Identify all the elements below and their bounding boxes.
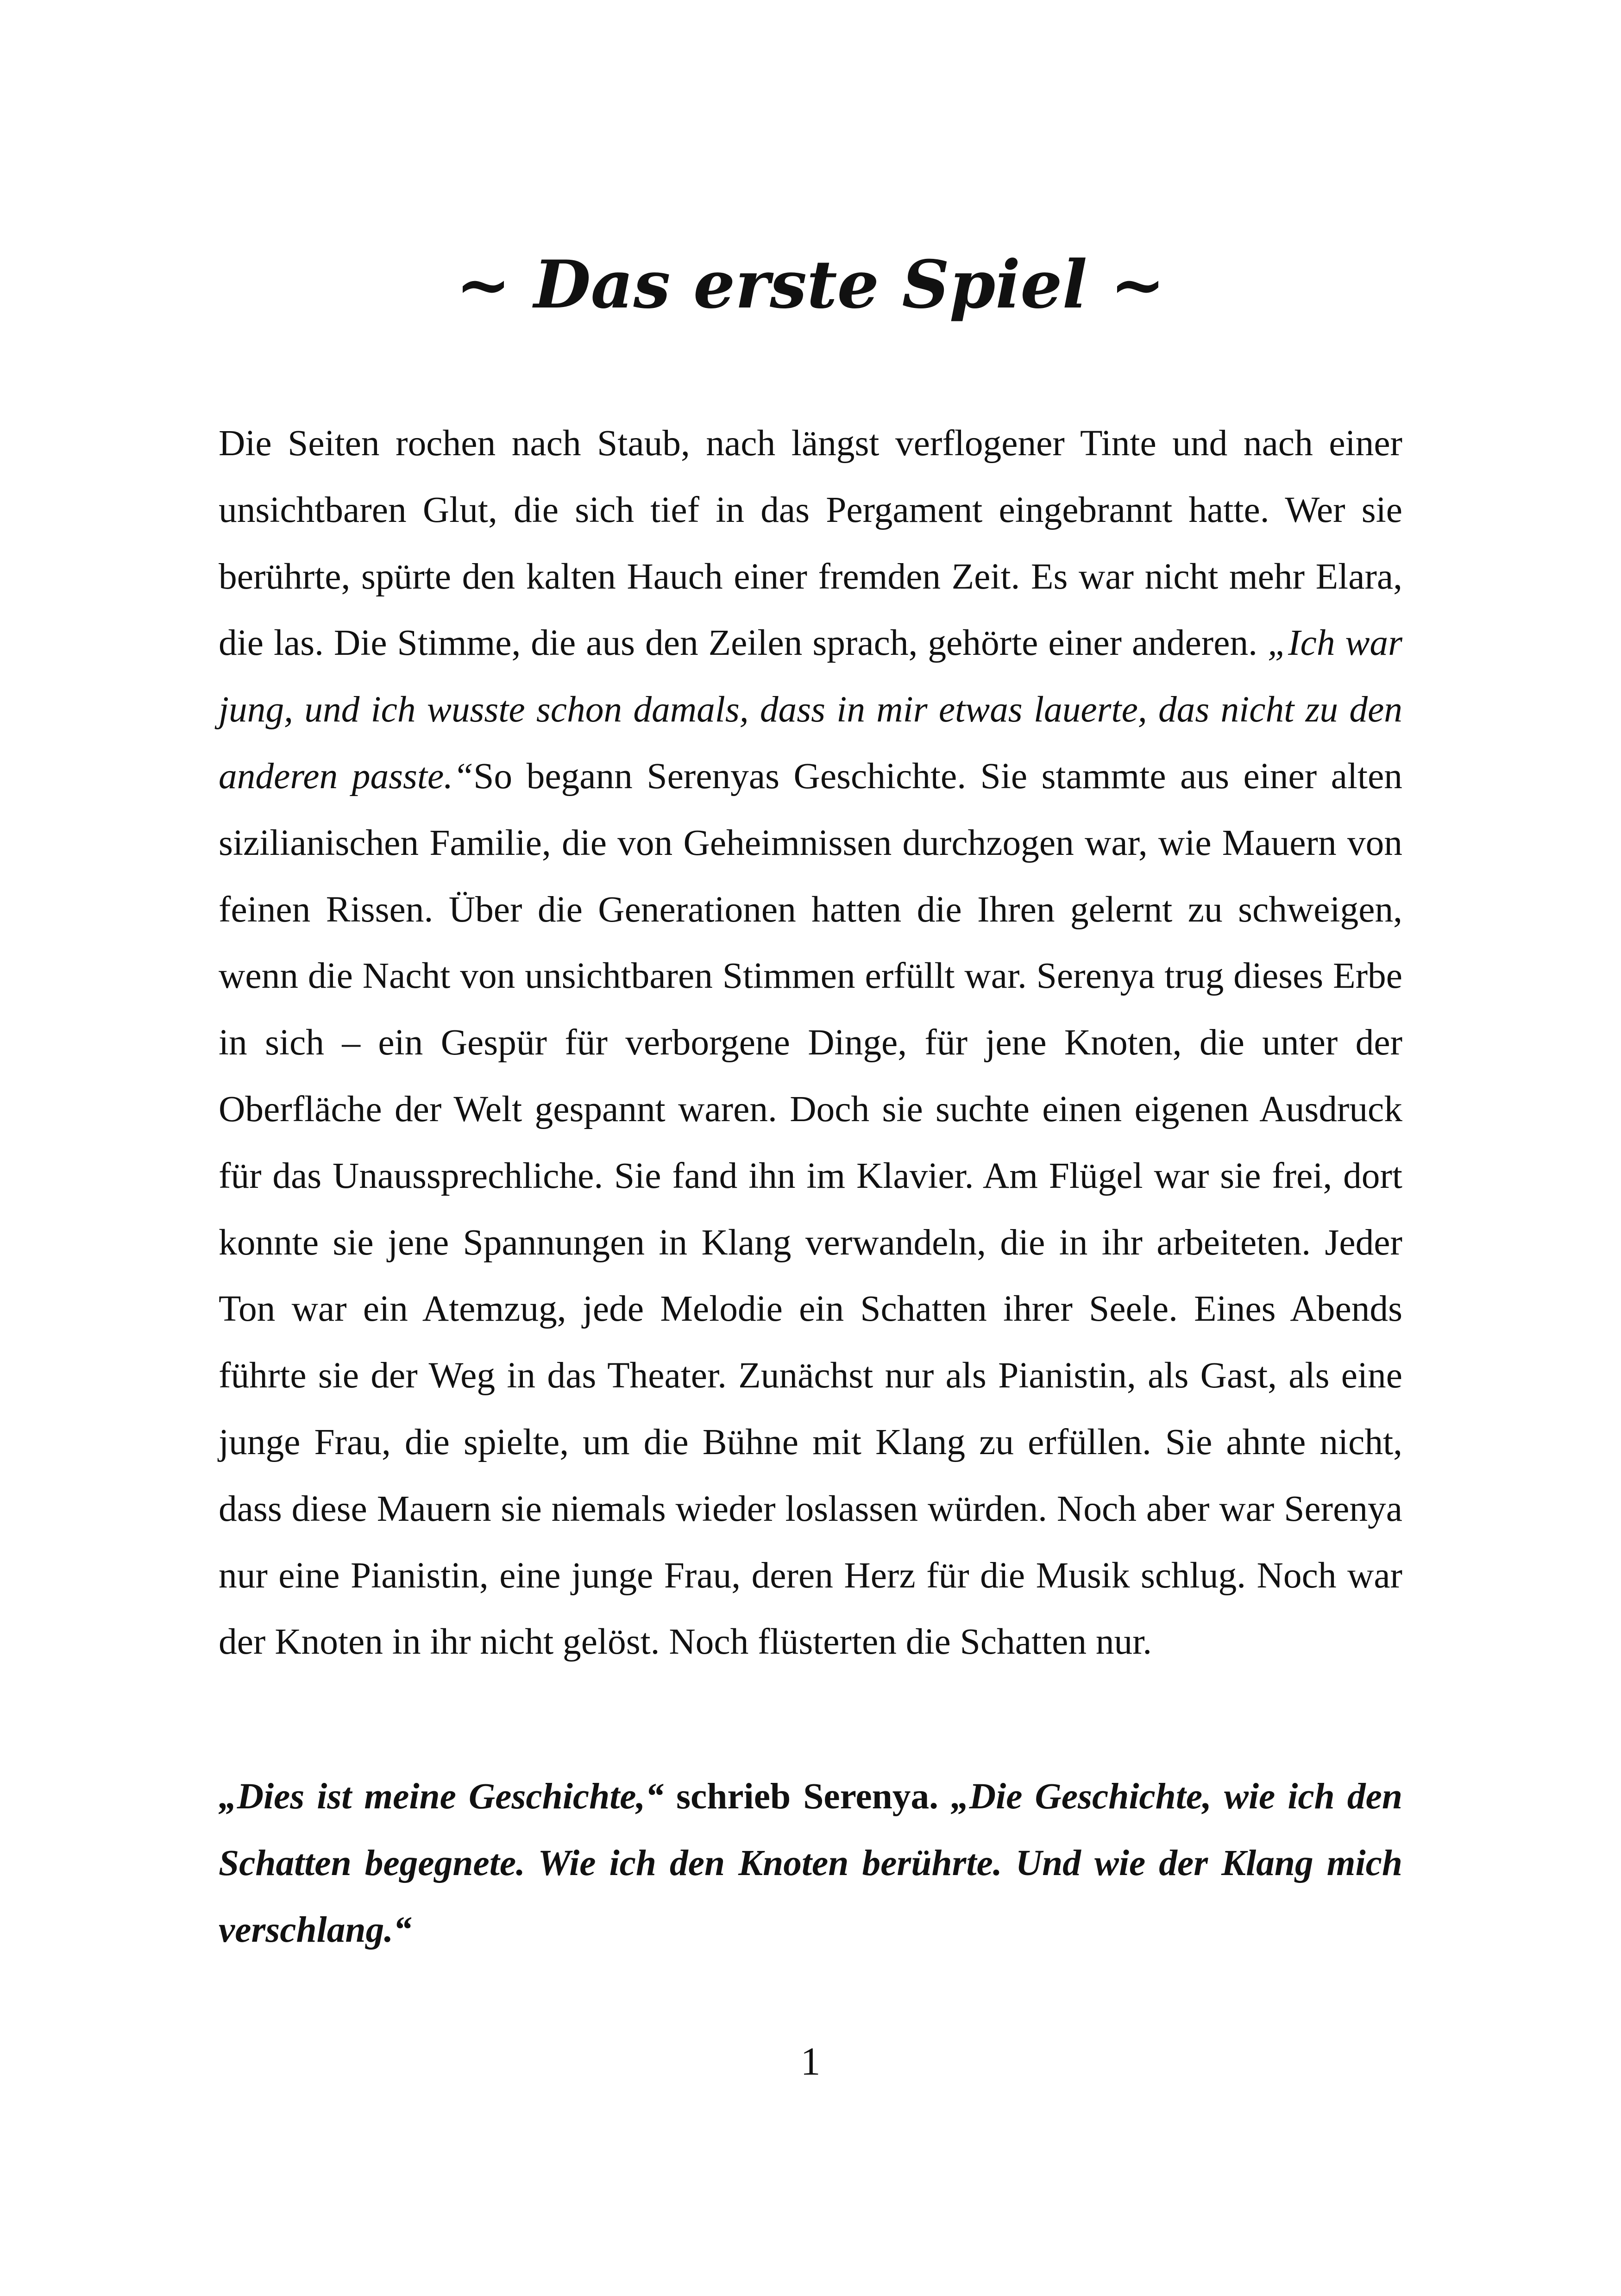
closing-paragraph	[219, 1763, 1402, 1963]
body-quote-text: „Ich war jung, und ich wusste schon damals, dass in mir etwas lauerte, das nicht zu den anderen passte.“	[219, 622, 1403, 797]
chapter-title: ~ Das erste Spiel ~	[456, 246, 1165, 323]
closing-quote-start: „Dies ist meine Geschichte,“	[219, 1776, 664, 1817]
closing-attribution: schrieb Serenya.	[664, 1776, 951, 1817]
body-rest-text: So begann Serenyas Geschichte. Sie stammte aus einer alten sizilianischen Familie, die von Geheimnissen durchzogen war, wie Mauern von feinen Rissen. Über die Generationen hatten die Ihren gelernt zu schweigen, wenn die Nacht von unsichtbaren Stimmen erfüllt war. Serenya trug dieses Erbe in sich – ein Gespür für verborgene Dinge, für jene Knoten, die unter der Oberfläche der Welt gespannt waren. Doch sie suchte einen eigenen Ausdruck für das Unaussprechliche. Sie fand ihn im Klavier. Am Flügel war sie frei, dort konnte sie jene Spannungen in Klang verwandeln, die in ihr arbeiteten. Jeder Ton war ein Atemzug, jede Melodie ein Schatten ihrer Seele. Eines Abends führte sie der Weg in das Theater. Zunächst nur als Pianistin, als Gast, als eine junge Frau, die spielte, um die Bühne mit Klang zu erfüllen. Sie ahnte nicht, dass diese Mauern sie niemals wieder loslassen würden. Noch aber war Serenya nur eine Pianistin, eine junge Frau, deren Herz für die Musik schlug. Noch war der Knoten in ihr nicht gelöst. Noch flüsterten die Schatten nur.	[219, 755, 1402, 1662]
body-paragraph	[219, 410, 1402, 1675]
body-intro-text: Die Seiten rochen nach Staub, nach längst verflogener Tinte und nach einer unsichtbaren Glut, die sich tief in das Pergament eingebrannt hatte. Wer sie berührte, spürte den kalten Hauch einer fremden Zeit. Es war nicht mehr Elara, die las. Die Stimme, die aus den Zeilen sprach, gehörte einer anderen.	[219, 423, 1402, 664]
closing-quote-end: „Die Geschichte, wie ich den Schatten begegnete. Wie ich den Knoten berührte. Und wie der Klang mich verschlang.“	[219, 1776, 1402, 1950]
page-number: 1	[800, 2039, 821, 2083]
